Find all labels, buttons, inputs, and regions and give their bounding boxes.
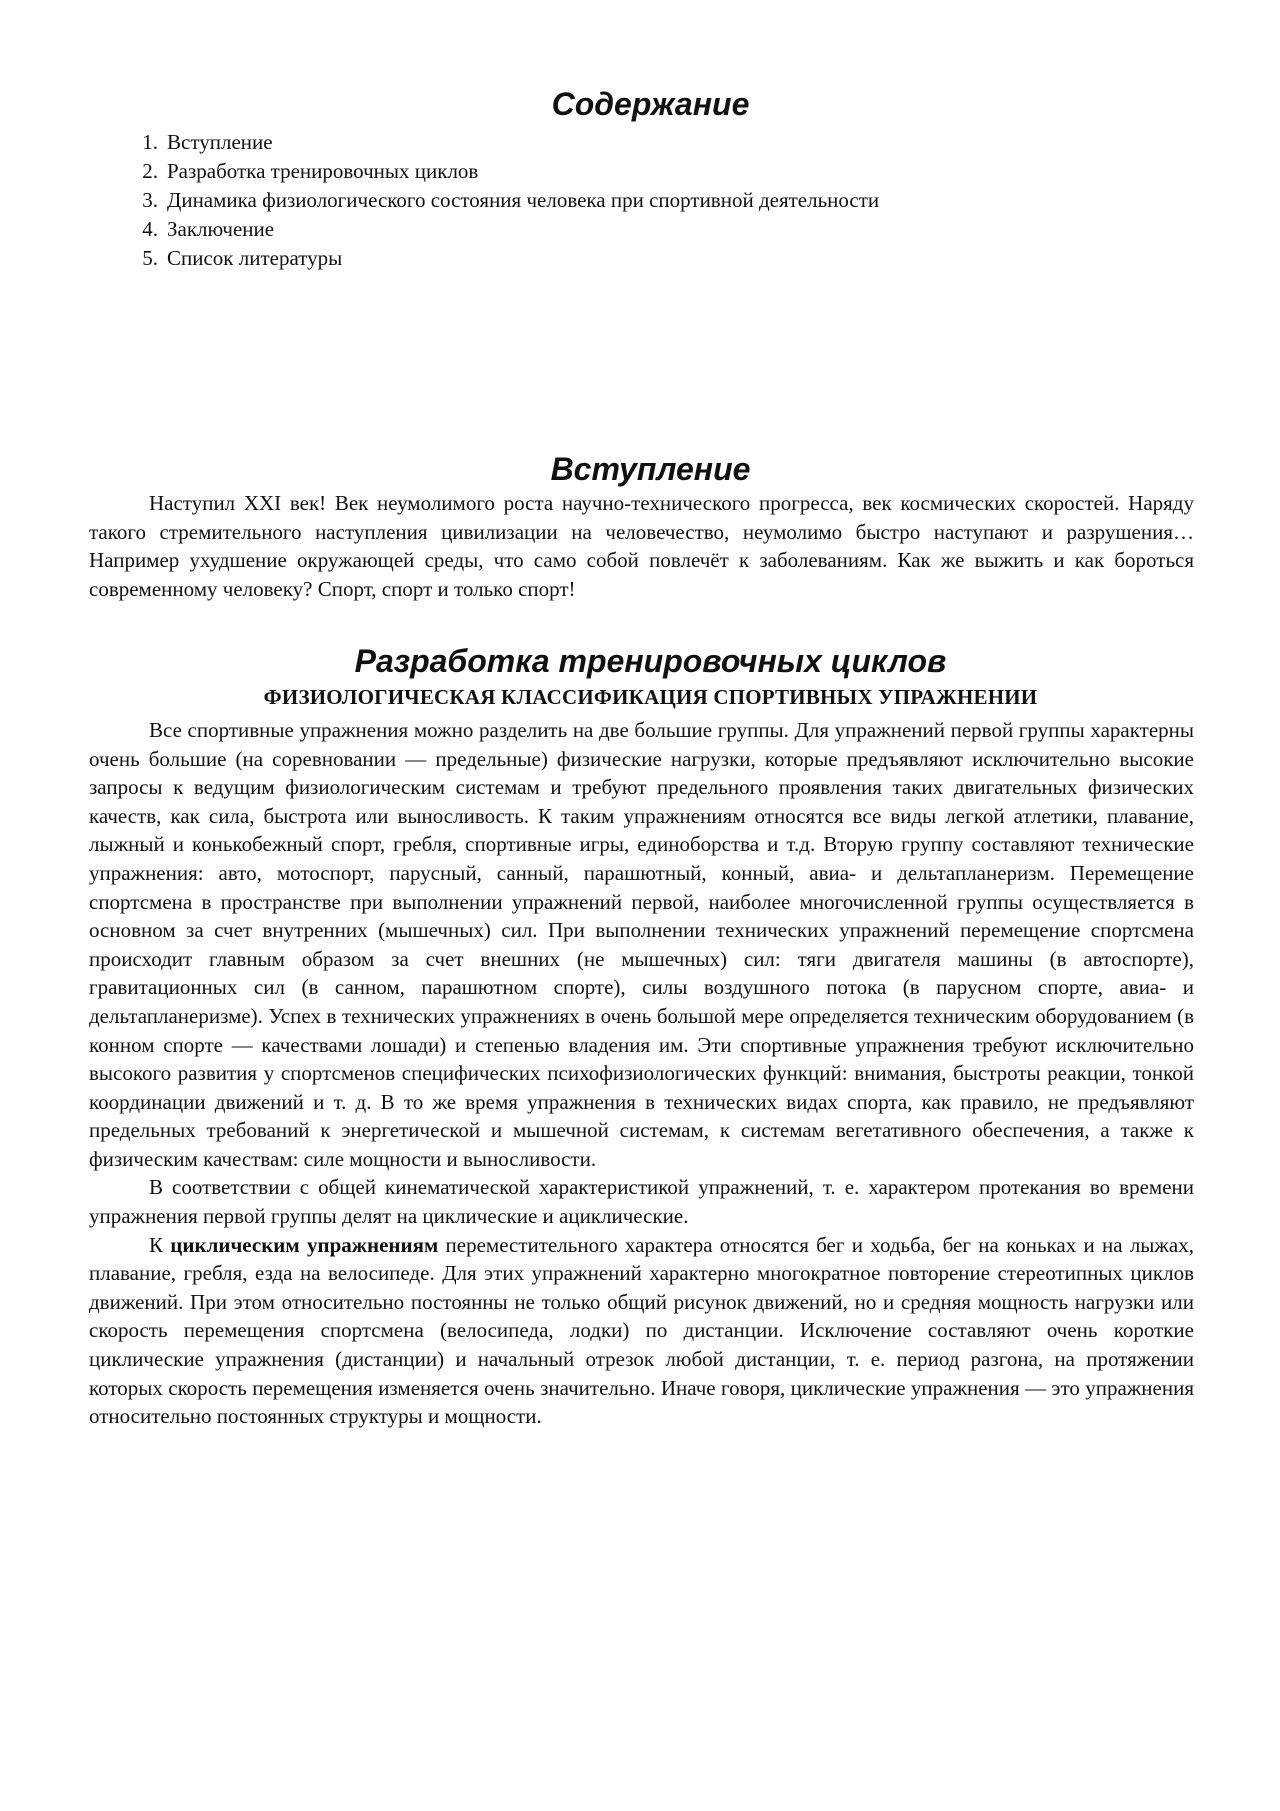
cyclic-text: переместительного характера относятся бег и ходьба, бег на коньках и на лыжах, плавание, гребля, езда на велосипеде. Для этих упражнений характерно многократное повторение стереотипных циклов движений. При этом относительно постоянны не только общий рисунок движений, но и средняя мощность нагрузки или скорость перемещения спортсмена (велосипеда, лодки) по дистанции. Исключение составляют очень короткие циклические упражнения (дистанции) и начальный отрезок любой дистанции, т. е. период разгона, на протяжении которых скорость перемещения изменяется очень значительно. Иначе говоря, циклические упражнения — это упражнения относительно постоянных структуры и мощности. — [89, 1232, 1194, 1429]
intro-paragraph: Наступил XXI век! Век неумолимого роста научно-технического прогресса, век космических скоростей. Наряду такого стремительного наступления цивилизации на человечество, неумолимо быстро наступают и разрушения… Например ухудшение окружающей среды, что само собой повлечёт к заболеваниям. Как же выжить и как бороться современному человеку? Спорт, спорт и только спорт! — [89, 491, 1194, 601]
toc-item-number: 1. — [142, 130, 158, 154]
toc-item — [89, 215, 1194, 244]
toc-item — [89, 186, 1194, 215]
toc-item-label: Заключение — [167, 217, 275, 241]
toc-item-label: Динамика физиологического состояния человека при спортивной деятельности — [167, 188, 880, 212]
toc-title: Содержание — [551, 86, 750, 122]
development-title: Разработка тренировочных циклов — [354, 643, 947, 680]
toc-item — [89, 128, 1194, 157]
toc-item — [89, 157, 1194, 186]
toc-item-number: 3. — [142, 188, 158, 212]
toc-item-label: Вступление — [167, 130, 273, 154]
intro-title: Вступление — [550, 451, 751, 487]
toc-item-label: Разработка тренировочных циклов — [167, 159, 479, 183]
cyclic-term: циклическим упражнениям — [170, 1232, 439, 1257]
toc-item-number: 2. — [142, 159, 158, 183]
section-subheading: ФИЗИОЛОГИЧЕСКАЯ КЛАССИФИКАЦИЯ СПОРТИВНЫХ УПРАЖНЕНИИ — [263, 685, 1038, 710]
cyclic-lead: К — [149, 1232, 171, 1257]
kinematics-paragraph: В соответствии с общей кинематической характеристикой упражнений, т. е. характером протекания во времени упражнения первой группы делят на циклические и ациклические. — [89, 1175, 1194, 1229]
toc-item-label: Список литературы — [167, 246, 343, 270]
cyclic-paragraph — [89, 1231, 1194, 1431]
toc-item-number: 5. — [142, 246, 158, 270]
classification-paragraph: Все спортивные упражнения можно разделить на две большие группы. Для упражнений первой группы характерны очень большие (на соревновании — предельные) физические нагрузки, которые предъявляют исключительно высокие запросы к ведущим физиологическим системам и требуют предельного проявления таких двигательных физических качеств, как сила, быстрота или выносливость. К таким упражнениям относятся все виды легкой атлетики, плавание, лыжный и конькобежный спорт, гребля, спортивные игры, единоборства и т.д. Вторую группу составляют технические упражнения: авто, мотоспорт, парусный, санный, парашютный, конный, авиа- и дельтапланеризм. Перемещение спортсмена в пространстве при выполнении упражнений первой, наиболее многочисленной группы осуществляется в основном за счет внутренних (мышечных) сил. При выполнении технических упражнений перемещение спортсмена происходит главным образом за счет внешних (не мышечных) сил: тяги двигателя машины (в автоспорте), гравитационных сил (в санном, парашютном спорте), силы воздушного потока (в парусном спорте, авиа- и дельтапланеризме). Успех в технических упражнениях в очень большой мере определяется техническим оборудованием (в конном спорте — качествами лошади) и степенью владения им. Эти спортивные упражнения требуют исключительно высокого развития у спортсменов специфических психофизиологических функций: внимания, быстроты реакции, тонкой координации движений и т. д. В то же время упражнения в технических видах спорта, как правило, не предъявляют предельных требований к энергетической и мышечной системам, к системам вегетативного обеспечения, а также к физическим качествам: силе мощности и выносливости. — [89, 717, 1194, 1171]
toc-item-number: 4. — [142, 217, 158, 241]
toc-item — [89, 244, 1194, 273]
table-of-contents — [89, 128, 1194, 273]
